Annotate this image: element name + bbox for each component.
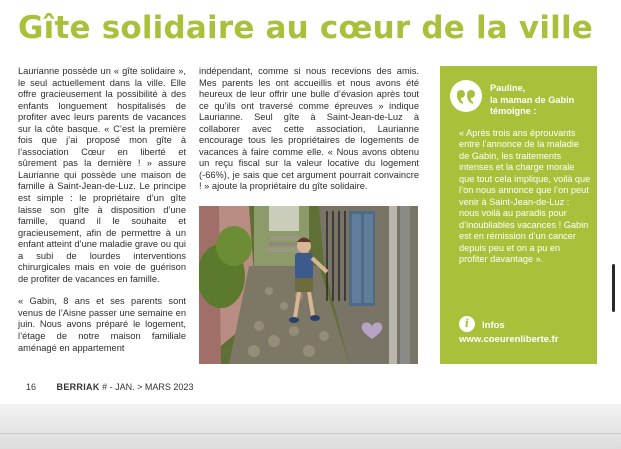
testimony-author	[490, 83, 590, 118]
article-column-2	[199, 66, 419, 204]
viewer-bottom-band	[0, 404, 621, 449]
info-link[interactable]: www.coeurenliberte.fr	[459, 334, 559, 345]
paragraph: indépendant, comme si nous recevions des amis. Mes parents les ont accueillis et nous avons été heureux de leur offrir une bulle d’évasion après tout ce qu’ils ont traversé comme épreuves » indique Laurianne. Seul gîte à Saint-Jean-de-Luz à collaborer avec cette association, Laurianne encourage tous les propriétaires de logements de vacances à faire comme elle. « Nous avons obtenu un reçu fiscal sur la valeur locative du logement (-66%), je sais que cet argument pourrait convaincre ! » ajoute la propriétaire du gîte solidaire.	[199, 66, 419, 192]
scrollbar-thumb[interactable]	[612, 264, 615, 312]
page-number: 16	[26, 382, 37, 392]
viewer-divider	[0, 433, 621, 434]
photo-child-in-alley	[199, 206, 418, 364]
article-photo	[199, 206, 418, 364]
author-role: la maman de Gabin	[490, 94, 575, 105]
testimony-sidebar	[440, 66, 597, 364]
quote-icon	[450, 80, 482, 112]
author-tag: témoigne :	[490, 106, 537, 116]
article-column-1	[18, 66, 186, 365]
author-name: Pauline,	[490, 83, 526, 93]
magazine-issue: # - JAN. > MARS 2023	[102, 382, 194, 392]
paragraph: « Gabin, 8 ans et ses parents sont venus de l’Aisne passer une semaine en juin. Nous avons préparé le logement, l’étage de notre maison familiale aménagé en appartement	[18, 296, 186, 353]
magazine-name: BERRIAK	[56, 382, 100, 392]
info-label: Infos	[482, 320, 505, 331]
testimony-quote: « Après trois ans éprouvants entre l’annonce de la maladie de Gabin, les traitements intenses et la charge morale que tout cela implique, voilà que l’on nous annonce que l’on peut venir à Saint-Jean-de-Luz : nous voilà au paradis pour d’inoubliables vacances ! Gabin est en rémission d’un cancer depuis peu et on a pu en profiter davantage ».	[459, 128, 591, 264]
page-footer	[26, 382, 193, 392]
article-title: Gîte solidaire au cœur de la ville	[18, 10, 594, 46]
info-icon: i	[459, 316, 475, 332]
paragraph: Laurianne possède un « gîte solidaire », le seul actuellement dans la ville. Elle offre gracieusement la possibilité à des enfants longuement hospitalisés de profiter avec leurs parents de vacances sur la côte basque. « C’est la première fois que j’ai proposé mon gîte à l’association Cœur en liberté et sûrement pas la dernière ! » assure Laurianne qui possède une maison de famille à Saint-Jean-de-Luz. Le principe est simple : le propriétaire d’un gîte laisse son gîte à disposition d’une famille, quand il le souhaite et gracieusement, afin de permettre à un enfant atteint d’une maladie grave ou qui a subi de lourdes interventions chirurgicales mais en voie de guérison de profiter de vacances en famille.	[18, 66, 186, 284]
